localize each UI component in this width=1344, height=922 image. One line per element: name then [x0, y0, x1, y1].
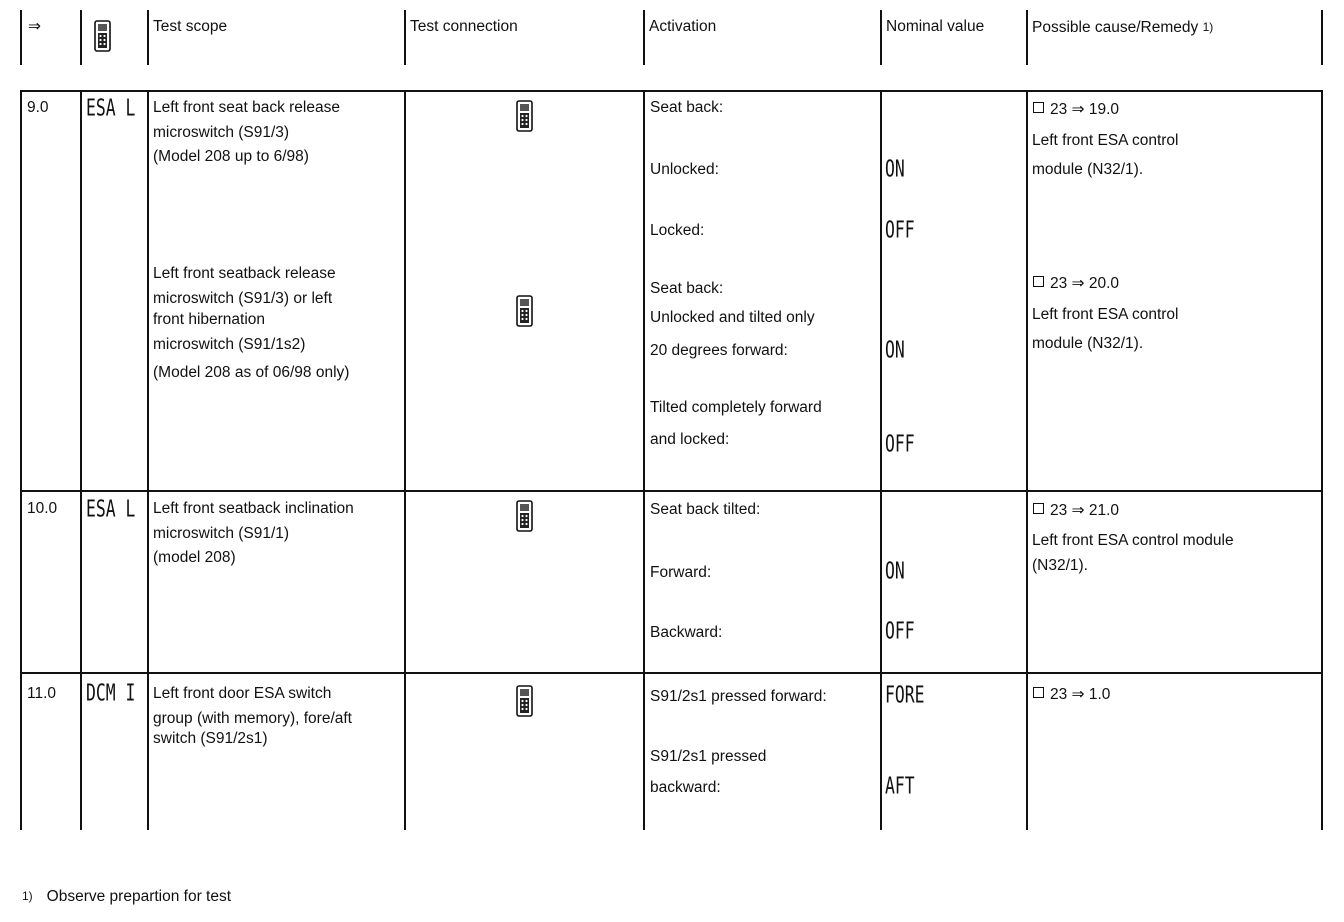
- display-code: ESA L: [86, 494, 136, 523]
- activation-text: Forward:: [650, 564, 712, 581]
- test-scope-line: Left front seatback release: [153, 265, 336, 282]
- checkbox-square-icon: [1033, 687, 1044, 698]
- step-number: 9.0: [27, 99, 49, 116]
- test-scope: [153, 497, 354, 571]
- nominal-value: FORE: [885, 680, 925, 709]
- footnote: [22, 886, 231, 907]
- header-test-connection: Test connection: [410, 18, 518, 35]
- activation-text: 20 degrees forward:: [650, 342, 788, 359]
- header-arrow: ⇒: [28, 18, 41, 35]
- remedy-line: Left front ESA control: [1032, 306, 1179, 323]
- test-scope-line: microswitch (S91/1): [153, 524, 290, 542]
- test-scope-line: group (with memory), fore/aft: [153, 709, 352, 727]
- step-number: 11.0: [27, 685, 57, 702]
- remedy-reference-text: 23 ⇒ 19.0: [1050, 101, 1120, 118]
- test-scope: [153, 262, 349, 386]
- nominal-value: ON: [885, 556, 905, 585]
- test-scope-line: switch (S91/2s1): [153, 730, 268, 747]
- header-nominal-value: Nominal value: [886, 18, 985, 35]
- remedy-text: [1032, 126, 1178, 184]
- step-number: 10.0: [27, 500, 58, 517]
- activation-text: S91/2s1 pressed forward:: [650, 688, 827, 705]
- tester-device-icon: [516, 500, 533, 532]
- header-test-scope: Test scope: [153, 18, 228, 35]
- nominal-value: OFF: [885, 215, 915, 244]
- header-remedy-label: Possible cause/Remedy: [1032, 19, 1199, 36]
- test-scope-line: (Model 208 up to 6/98): [153, 148, 309, 165]
- remedy-reference: [1033, 274, 1119, 294]
- nominal-value: OFF: [885, 616, 915, 645]
- tester-device-icon: [94, 20, 111, 52]
- header-remedy: [1032, 17, 1213, 38]
- remedy-reference-text: 23 ⇒ 21.0: [1050, 502, 1120, 519]
- remedy-text: [1032, 528, 1234, 578]
- header-remedy-note: 1): [1202, 20, 1214, 34]
- test-scope: [153, 682, 352, 752]
- header-activation: Activation: [649, 18, 717, 35]
- display-code: ESA L: [86, 93, 136, 122]
- test-scope-line: Left front seatback inclination: [153, 500, 354, 517]
- test-scope-line: (model 208): [153, 549, 236, 566]
- tester-device-icon: [516, 100, 533, 132]
- remedy-line: Left front ESA control: [1032, 132, 1179, 149]
- test-scope-line: Left front door ESA switch: [153, 685, 332, 702]
- nominal-value: OFF: [885, 429, 915, 458]
- checkbox-square-icon: [1033, 503, 1044, 514]
- nominal-value: ON: [885, 154, 905, 183]
- nominal-value: ON: [885, 335, 905, 364]
- remedy-reference: [1033, 100, 1119, 120]
- activation-text: Locked:: [650, 222, 705, 239]
- activation-text: backward:: [650, 779, 721, 796]
- remedy-line: module (N32/1).: [1032, 335, 1144, 352]
- activation-text: Seat back:: [650, 99, 724, 116]
- activation-text: and locked:: [650, 431, 730, 448]
- activation-text: Seat back:: [650, 280, 724, 297]
- test-scope: [153, 96, 340, 170]
- footnote-text: Observe prepartion for test: [46, 888, 232, 905]
- remedy-reference: [1033, 501, 1119, 521]
- remedy-line: Left front ESA control module: [1032, 532, 1234, 549]
- test-scope-line: microswitch (S91/1s2): [153, 335, 306, 353]
- tester-device-icon: [516, 685, 533, 717]
- footnote-mark: 1): [22, 889, 33, 903]
- display-code: DCM I: [86, 678, 136, 707]
- activation-text: Backward:: [650, 624, 723, 641]
- test-scope-line: microswitch (S91/3) or left: [153, 289, 333, 307]
- test-scope-line: front hibernation: [153, 311, 266, 328]
- test-scope-line: microswitch (S91/3): [153, 123, 290, 141]
- checkbox-square-icon: [1033, 102, 1044, 113]
- activation-text: Unlocked:: [650, 161, 719, 178]
- tester-device-icon: [516, 295, 533, 327]
- remedy-line: (N32/1).: [1032, 557, 1088, 574]
- remedy-line: module (N32/1).: [1032, 161, 1144, 178]
- checkbox-square-icon: [1033, 276, 1044, 287]
- activation-text: Seat back tilted:: [650, 501, 761, 518]
- remedy-reference: [1033, 685, 1110, 705]
- test-scope-line: (Model 208 as of 06/98 only): [153, 364, 350, 381]
- remedy-text: [1032, 300, 1178, 358]
- nominal-value: AFT: [885, 771, 915, 800]
- activation-text: S91/2s1 pressed: [650, 748, 767, 765]
- test-scope-line: Left front seat back release: [153, 99, 340, 116]
- activation-text: Unlocked and tilted only: [650, 309, 815, 326]
- remedy-reference-text: 23 ⇒ 20.0: [1050, 275, 1120, 292]
- remedy-reference-text: 23 ⇒ 1.0: [1050, 686, 1111, 703]
- activation-text: Tilted completely forward: [650, 399, 822, 416]
